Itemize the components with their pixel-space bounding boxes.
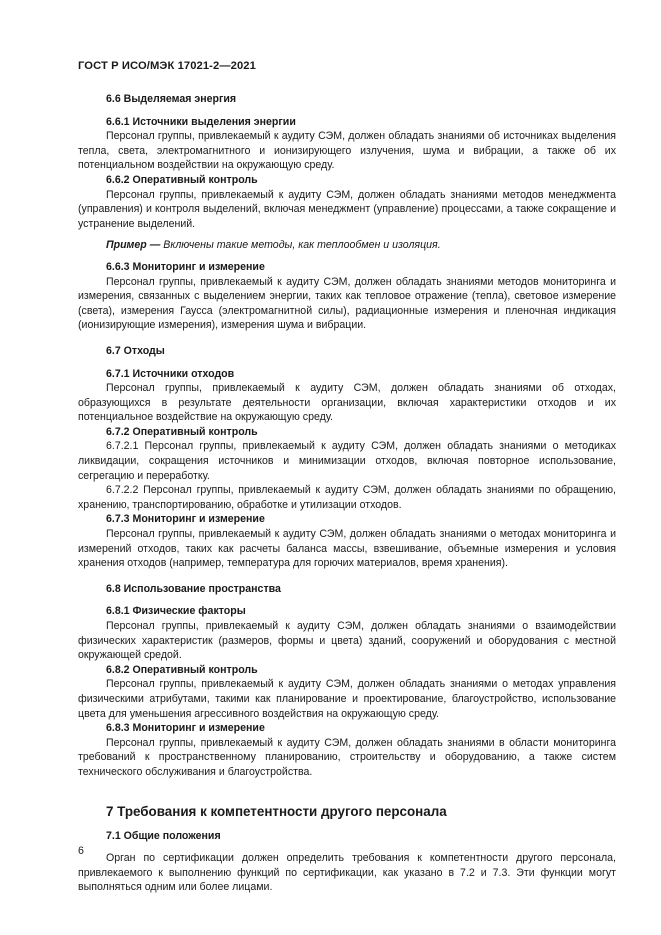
section-6-6-3-text: Персонал группы, привлекаемый к аудиту СЭМ, должен обладать знаниями методов мониторинга и измерения, связанных с выделением энергии, таких как тепловое отражение (тепла), световое измерение (света), измерения Гаусса (электромагнитной силы), радиационные измерения и пленочная индикация (ионизирующие измерения), измерения шума и вибрации. — [78, 275, 616, 332]
section-6-7-heading: 6.7 Отходы — [106, 344, 165, 357]
section-6-8-3-text: Персонал группы, привлекаемый к аудиту СЭМ, должен обладать знаниями в области мониторинга требований к пространственному планированию, строительству и оборудованию, а также систем технического обслуживания и благоустройства. — [78, 736, 616, 778]
example-label: Пример — — [106, 239, 161, 252]
section-6-7-1-heading: 6.7.1 Источники отходов — [106, 367, 235, 380]
section-7-heading: 7 Требования к компетентности другого персонала — [106, 803, 447, 819]
section-6-6-2-heading: 6.6.2 Оперативный контроль — [106, 173, 258, 186]
section-6-7-3-text: Персонал группы, привлекаемый к аудиту СЭМ, должен обладать знаниями о методах мониторинга и измерений отходов, таких как расчеты баланса массы, взвешивание, объемные измерения и условия хранения отходов (например, температура для горючих материалов, время хранения). — [78, 528, 616, 570]
example-note — [78, 238, 616, 253]
section-6-7-2-heading: 6.7.2 Оперативный контроль — [106, 425, 258, 438]
section-6-8-1-heading: 6.8.1 Физические факторы — [106, 605, 246, 618]
section-6-7-3-heading: 6.7.3 Мониторинг и измерение — [106, 513, 265, 526]
section-6-8-2-heading: 6.8.2 Оперативный контроль — [106, 663, 258, 676]
example-text: Включены такие методы, как теплообмен и изоляция. — [160, 239, 441, 252]
section-6-6-2-text: Персонал группы, привлекаемый к аудиту СЭМ, должен обладать знаниями методов менеджмента (управления) и контроля выделений, включая менеджмент (управление) процессами, а также сокращение и устранение выделений. — [78, 188, 616, 230]
page-number: 6 — [78, 845, 84, 857]
section-6-6-1-heading: 6.6.1 Источники выделения энергии — [106, 115, 296, 128]
section-6-7-1-text: Персонал группы, привлекаемый к аудиту СЭМ, должен обладать знаниями об отходах, образующихся в результате деятельности организации, включая характеристики отходов и их потенциальное воздействие на окружающую среду. — [78, 382, 616, 424]
document-body — [78, 92, 616, 895]
section-7-1-heading: 7.1 Общие положения — [106, 829, 221, 842]
section-6-6-1-text: Персонал группы, привлекаемый к аудиту СЭМ, должен обладать знаниями об источниках выделения тепла, света, электромагнитного и ионизирующего излучения, шума и вибрации, а также об их потенциальном воздействии на окружающую среду. — [78, 130, 616, 172]
section-6-8-heading: 6.8 Использование пространства — [106, 582, 281, 595]
section-6-8-3-heading: 6.8.3 Мониторинг и измерение — [106, 722, 265, 735]
section-6-8-1-text: Персонал группы, привлекаемый к аудиту СЭМ, должен обладать знаниями о взаимодействии физических характеристик (размеров, формы и цвета) зданий, сооружений и оборудования с местной окружающей средой. — [78, 620, 616, 662]
section-6-7-2-1-text: 6.7.2.1 Персонал группы, привлекаемый к аудиту СЭМ, должен обладать знаниями о методиках ликвидации, сокращения источников и минимизации отходов, включая повторное использование, сегрегацию и переработку. — [78, 440, 616, 482]
section-7-1-text: Орган по сертификации должен определить требования к компетентности другого персонала, привлекаемого к выполнению функций по сертификации, как указано в 7.2 и 7.3. Эти функции могут выполняться одним или более лицами. — [78, 852, 616, 894]
document-header: ГОСТ Р ИСО/МЭК 17021-2—2021 — [78, 60, 256, 72]
section-6-6-heading: 6.6 Выделяемая энергия — [106, 93, 237, 105]
section-6-6-3-heading: 6.6.3 Мониторинг и измерение — [106, 260, 265, 273]
section-6-7-2-2-text: 6.7.2.2 Персонал группы, привлекаемый к аудиту СЭМ, должен обладать знаниями по обращению, хранению, транспортированию, обработке и утилизации отходов. — [78, 484, 616, 511]
section-6-8-2-text: Персонал группы, привлекаемый к аудиту СЭМ, должен обладать знаниями о методах управления физическими атрибутами, такими как планирование и проектирование, благоустройство, использование цвета для уменьшения агрессивного воздействия на окружающую среду. — [78, 678, 616, 720]
